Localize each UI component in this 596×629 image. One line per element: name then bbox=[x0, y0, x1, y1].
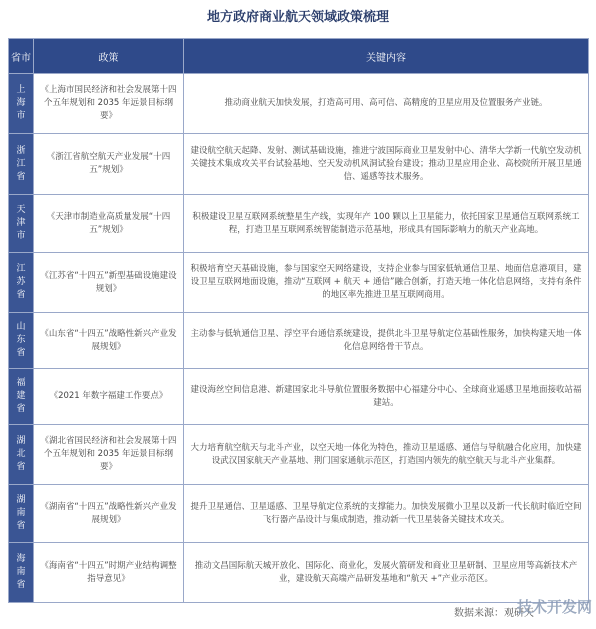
table-row bbox=[9, 134, 589, 195]
row-policy: 《江苏省“十四五”新型基础设施建设规划》 bbox=[34, 253, 184, 313]
table-row bbox=[9, 195, 589, 253]
row-content: 积极培育空天基础设施，参与国家空天网络建设，支持企业参与国家低轨通信卫星、地面信息港项目，建设卫星互联网地面设施，推动“互联网 + 航天 + 通信”融合创新，打造天地一体化信息网络，支持有条件的地区率先推进卫星互联网商用。 bbox=[184, 253, 589, 313]
table-row bbox=[9, 313, 589, 369]
header-policy: 政策 bbox=[34, 39, 184, 74]
row-province: 天津市 bbox=[9, 195, 34, 253]
row-content: 积极建设卫星互联网系统整星生产线，实现年产 100 颗以上卫星能力，依托国家卫星通信互联网系统工程，打造卫星互联网系统智能制造示范基地，形成具有国际影响力的航天产业高地。 bbox=[184, 195, 589, 253]
row-province: 海南省 bbox=[9, 543, 34, 603]
row-content: 提升卫星通信、卫星遥感、卫星导航定位系统的支撑能力。加快发展微小卫星以及新一代长航时临近空间飞行器产品设计与集成制造，推动新一代卫星装备关键技术攻关。 bbox=[184, 485, 589, 543]
table-row bbox=[9, 253, 589, 313]
row-province: 江苏省 bbox=[9, 253, 34, 313]
page-title: 地方政府商业航天领域政策梳理 bbox=[206, 10, 389, 25]
row-province: 湖北省 bbox=[9, 425, 34, 485]
row-province: 山东省 bbox=[9, 313, 34, 369]
policy-table bbox=[8, 38, 589, 603]
row-province: 湖南省 bbox=[9, 485, 34, 543]
table-row bbox=[9, 425, 589, 485]
row-policy: 《山东省“十四五”战略性新兴产业发展规划》 bbox=[34, 313, 184, 369]
row-policy: 《海南省“十四五”时期产业结构调整指导意见》 bbox=[34, 543, 184, 603]
row-content: 推动商业航天加快发展，打造高可用、高可信、高精度的卫星应用及位置服务产业链。 bbox=[184, 74, 589, 134]
row-province: 上海市 bbox=[9, 74, 34, 134]
watermark: 技术开发网 bbox=[516, 598, 592, 616]
data-source-note: 数据来源：观研天 bbox=[454, 608, 534, 619]
table-row bbox=[9, 485, 589, 543]
header-province: 省市 bbox=[9, 39, 34, 74]
row-policy: 《浙江省航空航天产业发展“十四五”规划》 bbox=[34, 134, 184, 195]
row-content: 建设海丝空间信息港、新建国家北斗导航位置服务数据中心福建分中心、全球商业遥感卫星地面接收站福建站。 bbox=[184, 369, 589, 425]
row-province: 福建省 bbox=[9, 369, 34, 425]
row-policy: 《上海市国民经济和社会发展第十四个五年规划和 2035 年远景目标纲要》 bbox=[34, 74, 184, 134]
row-content: 建设航空航天起降、发射、测试基础设施，推进宁波国际商业卫星发射中心、清华大学新一代航空发动机关键技术集成攻关平台试验基地、空天发动机风洞试验台建设；推动卫星应用企业、高校院所开展卫星通信、遥感等技术服务。 bbox=[184, 134, 589, 195]
row-content: 推动文昌国际航天城开放化、国际化、商业化，发展火箭研发和商业卫星研制、卫星应用等高新技术产业，建设航天高端产品研发基地和“航天 +”产业示范区。 bbox=[184, 543, 589, 603]
table-row bbox=[9, 369, 589, 425]
row-policy: 《湖南省“十四五”战略性新兴产业发展规划》 bbox=[34, 485, 184, 543]
row-content: 大力培育航空航天与北斗产业，以空天地一体化为特色，推动卫星遥感、通信与导航融合化应用，加快建设武汉国家航天产业基地、荆门国家通航示范区，打造国内领先的航空航天与北斗产业集群。 bbox=[184, 425, 589, 485]
row-content: 主动参与低轨通信卫星、浮空平台通信系统建设，提供北斗卫星导航定位基础性服务，加快构建天地一体化信息网络骨干节点。 bbox=[184, 313, 589, 369]
table-header-row bbox=[9, 39, 589, 74]
row-province: 浙江省 bbox=[9, 134, 34, 195]
row-policy: 《天津市制造业高质量发展“十四五”规划》 bbox=[34, 195, 184, 253]
row-policy: 《2021 年数字福建工作要点》 bbox=[34, 369, 184, 425]
header-content: 关键内容 bbox=[184, 39, 589, 74]
row-policy: 《湖北省国民经济和社会发展第十四个五年规划和 2035 年远景目标纲要》 bbox=[34, 425, 184, 485]
table-row bbox=[9, 74, 589, 134]
table-row bbox=[9, 543, 589, 603]
